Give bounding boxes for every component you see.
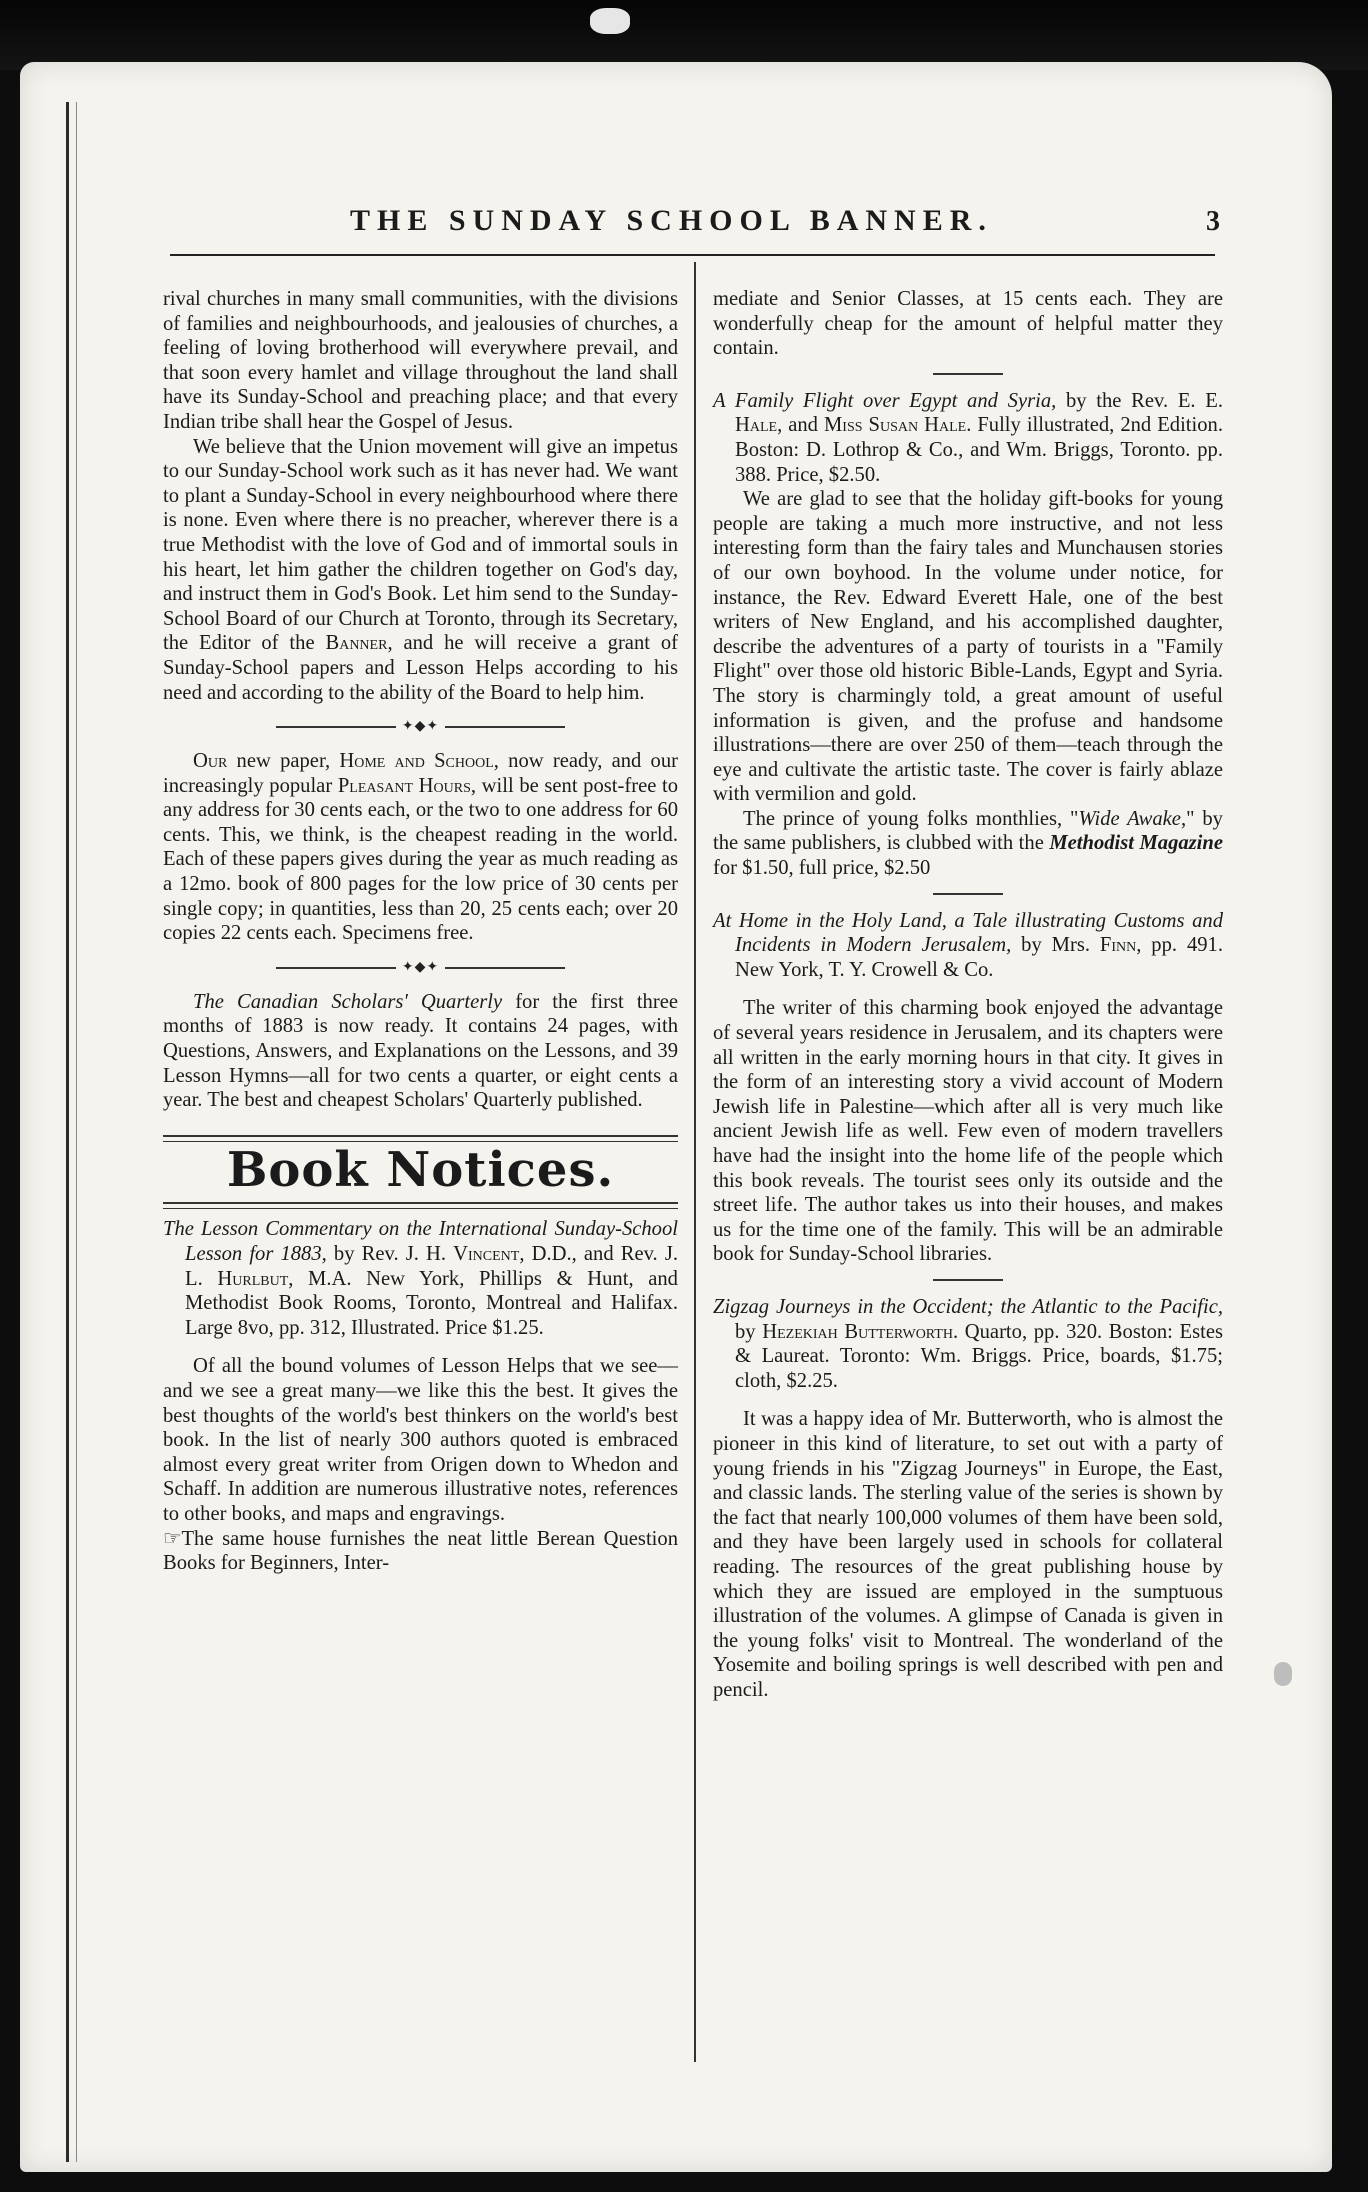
book-entry-holy-land: At Home in the Holy Land, a Tale illustrating Customs and Incidents in Modern Jerusalem, by Mrs. Finn, pp. 491. New York, T. Y. Crowell & Co.: [713, 909, 1224, 981]
ornamental-divider-2: ✦◆✦: [163, 956, 678, 976]
running-header: [170, 204, 1220, 244]
paragraph-charming-book: The writer of this charming book enjoyed the advantage of several years residence in Jerusalem, and its chapters were all written in the early morning hours in that city. It gives in the form of an interesting story a vivid account of Modern Jewish life in Palestine—which after all is very much like ancient Jewish life as well. Few even of modern travellers have had the insight into the home life of the people which this book reveals. The tourist sees only its outside and the street life. The author takes us into their houses, and makes us for the time one of the family. This will be an admirable book for Sunday-School libraries.: [713, 997, 1223, 1266]
ornamental-divider: ✦◆✦: [163, 715, 678, 735]
book-entry-family-flight: A Family Flight over Egypt and Syria, by the Rev. E. E. Hale, and Miss Susan Hale. Fully illustrated, 2nd Edition. Boston: D. Lothrop & Co., and Wm. Briggs, Toronto. pp. 388. Price, $2.50.: [713, 389, 1223, 486]
scan-border-top: [0, 0, 1368, 70]
paragraph-new-paper: Our new paper, Home and School, now ready, and our increasingly popular Pleasant Hours, will be sent post-free to any address for 30 cents each, or the two to one address for 60 cents. This, we think, is the cheapest reading in the world. Each of these papers gives during the year as much reading as a 12mo. book of 800 pages for the low price of 30 cents per single copy; in quantities, less than 20, 25 cents each; over 20 copies 22 cents each. Specimens free.: [163, 750, 679, 945]
quarterly-title: The Canadian Scholars' Quarterly: [193, 990, 503, 1013]
page-number: 3: [1206, 206, 1220, 237]
left-column: [163, 287, 678, 1576]
banner-name: Banner: [325, 632, 388, 655]
pointing-hand-icon: ☞: [163, 1527, 182, 1550]
paragraph-classes-continued: mediate and Senior Classes, at 15 cents each. They are wonderfully cheap for the amount of helpful matter they contain.: [713, 288, 1223, 360]
short-rule-1: [933, 373, 1003, 375]
short-rule-2: [933, 893, 1003, 895]
short-rule-3: [933, 1279, 1003, 1281]
binding-edge-line: [66, 102, 69, 2162]
pleasant-hours-name: Pleasant Hours: [337, 774, 471, 797]
column-divider: [694, 262, 696, 2062]
section-rule-top: [163, 1135, 678, 1142]
paragraph-holiday-gift-books: We are glad to see that the holiday gift-books for young people are taking a much more instructive, and not less interesting form than the fairy tales and Munchausen stories of our own boyhood. In the volume under notice, for instance, the Rev. Edward Everett Hale, one of the best writers of New England, and his accomplished daughter, describe the adventures of a party of tourists in a "Family Flight" over those old historic Bible-Lands, Egypt and Syria. The story is charmingly told, a great amount of useful information is given, and the profuse and handsome illustrations—there are over 250 of them—teach through the eye and cultivate the artistic taste. The cover is fairly ablaze with vermilion and gold.: [713, 488, 1223, 806]
binding-edge-line-thin: [76, 102, 77, 2162]
paragraph-happy-idea: It was a happy idea of Mr. Butterworth, who is almost the pioneer in this kind of literature, to set out with a party of young friends in his "Zigzag Journeys" in Europe, the East, and classic lands. The sterling value of the series is shown by the fact that nearly 100,000 volumes of them have been sold, and they have been largely used in schools for collateral reading. The resources of the great publishing house by which they are issued are employed in the sumptuous illustration of the volumes. A glimpse of Canada is given in the young folks' visit to Montreal. The wonderland of the Yosemite and boiling springs is well described with pen and pencil.: [713, 1408, 1223, 1701]
paragraph-same-house: ☞The same house furnishes the neat little Berean Question Books for Beginners, Inter-: [163, 1527, 678, 1575]
section-heading-book-notices: Book Notices.: [226, 1141, 615, 1198]
book-entry-lesson-commentary: The Lesson Commentary on the International Sunday-School Lesson for 1883, by Rev. J. H. Vincent, D.D., and Rev. J. L. Hurlbut, M.A. New York, Phillips & Hunt, and Methodist Book Rooms, Toronto, Montreal and Halifax. Large 8vo, pp. 312, Illustrated. Price $1.25.: [163, 1218, 678, 1339]
paragraph-rival-churches: rival churches in many small communities, with the divisions of families and neighbourhoods, and jealousies of churches, a feeling of loving brotherhood will everywhere prevail, and that soon every hamlet and village throughout the land shall have its Sunday-School and preaching place; and that every Indian tribe shall hear the Gospel of Jesus.: [163, 288, 678, 433]
page-stain: [1274, 1662, 1292, 1686]
scan-speck: [590, 8, 630, 34]
paragraph-wide-awake: The prince of young folks monthlies, "Wide Awake," by the same publishers, is clubbed with the Methodist Magazine for $1.50, full price, $2.50: [713, 807, 1223, 880]
paragraph-bound-volumes: Of all the bound volumes of Lesson Helps that we see—and we see a great many—we like this the best. It gives the best thoughts of the world's best thinkers on the world's best book. In the list of nearly 300 authors quoted is embraced almost every great writer from Origen down to Whedon and Schaff. In addition are numerous illustrative notes, references to other books, and maps and engravings.: [163, 1355, 678, 1525]
header-rule: [170, 254, 1215, 256]
paragraph-scholars-quarterly: The Canadian Scholars' Quarterly for the first three months of 1883 is now ready. It contains 24 pages, with Questions, Answers, and Explanations on the Lessons, and 39 Lesson Hymns—all for two cents a quarter, or eight cents a year. The best and cheapest Scholars' Quarterly published.: [163, 990, 678, 1112]
paragraph-union-movement: We believe that the Union movement will give an impetus to our Sunday-School work such as it has never had. We want to plant a Sunday-School in every neighbourhood where there is none. Even where there is no preacher, wherever there is a true Methodist with the love of God and of immortal souls in his heart, let him gather the children together on God's day, and instruct them in God's Book. Let him send to the Sunday-School Board of our Church at Toronto, through its Secretary, the Editor of the Banner, and he will receive a grant of Sunday-School papers and Lesson Helps according to his need and according to the ability of the Board to help him.: [163, 435, 678, 704]
home-and-school-name: Home and School: [339, 750, 494, 773]
right-column: [713, 287, 1223, 1702]
book-entry-zigzag-journeys: Zigzag Journeys in the Occident; the Atlantic to the Pacific, by Hezekiah Butterworth. Quarto, pp. 320. Boston: Estes & Laureat. Toronto: Wm. Briggs. Price, boards, $1.75; cloth, $2.25.: [713, 1295, 1223, 1392]
running-title: THE SUNDAY SCHOOL BANNER.: [350, 204, 993, 237]
document-page: [20, 62, 1332, 2172]
section-rule-bottom: [163, 1202, 678, 1209]
